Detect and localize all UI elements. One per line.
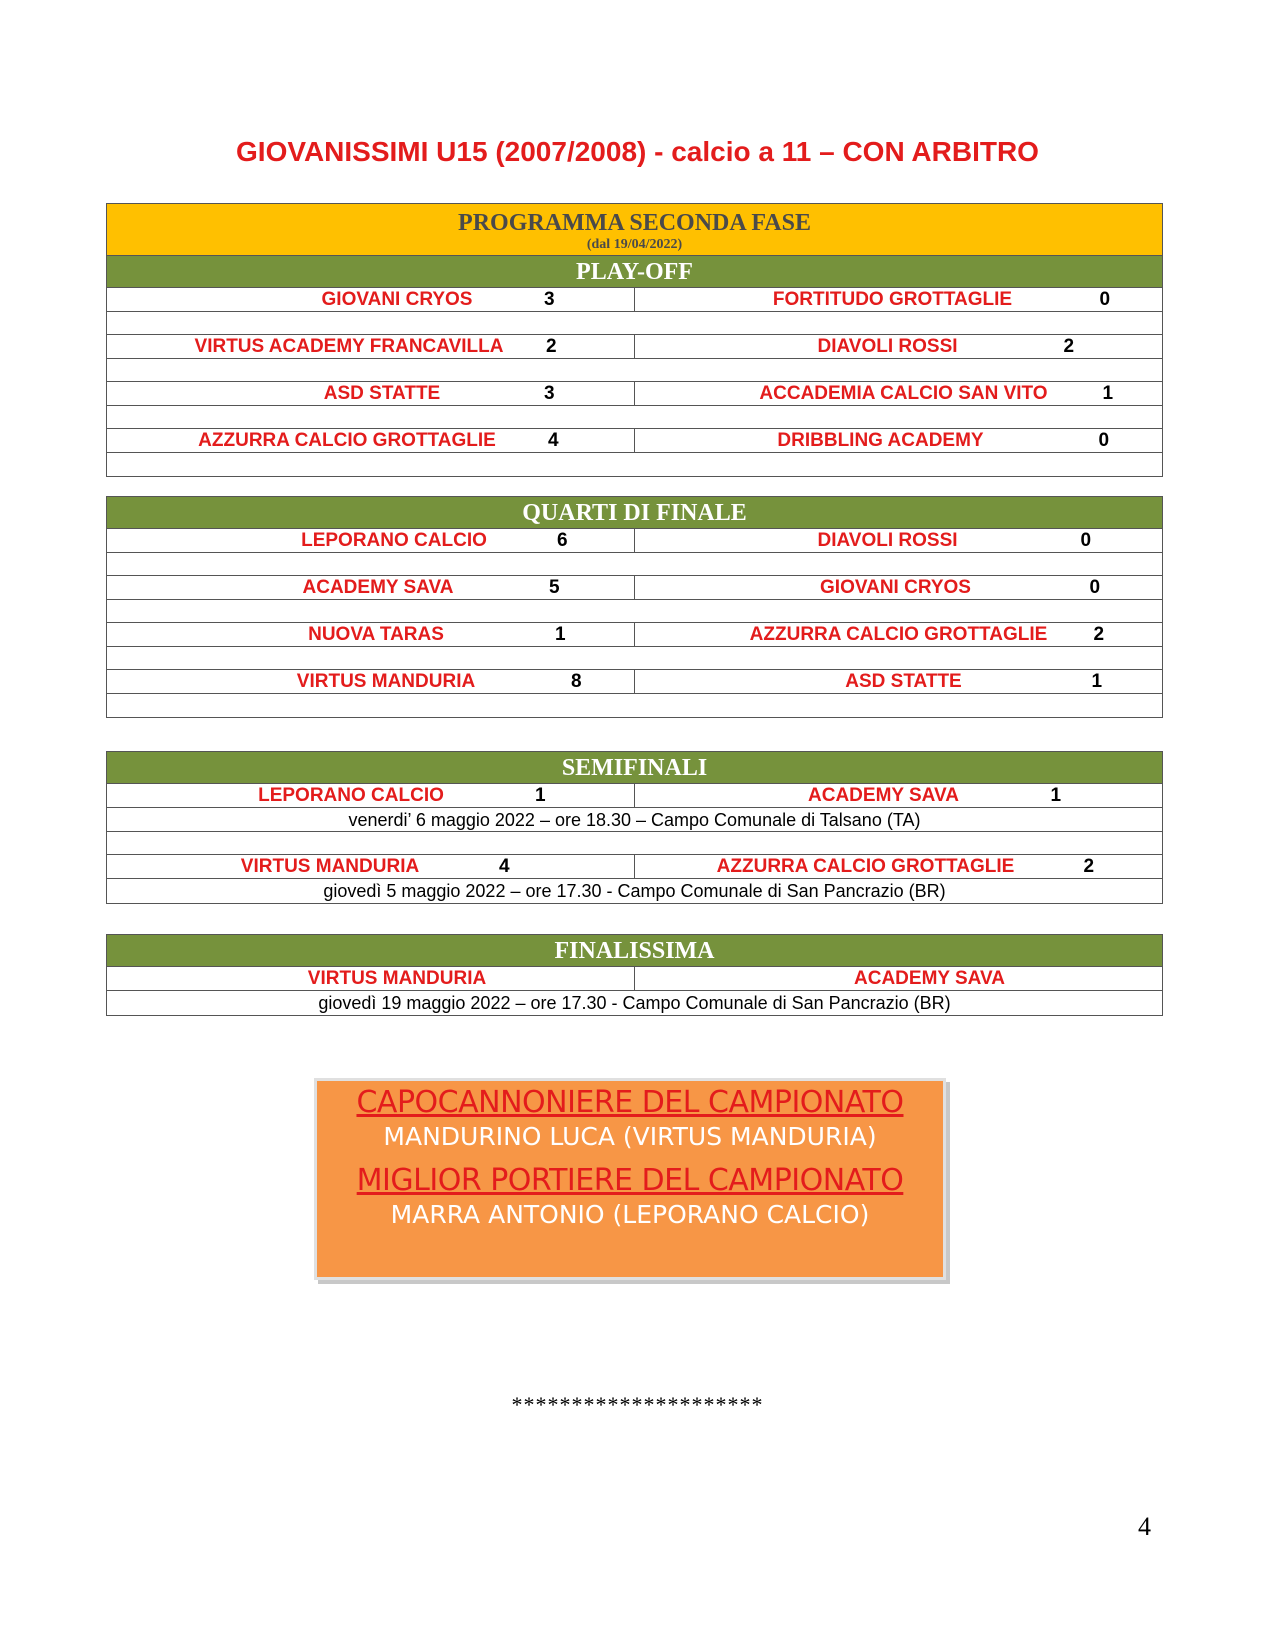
home-team: NUOVA TARAS — [308, 624, 444, 645]
spacer-row — [107, 312, 1162, 335]
home-team: LEPORANO CALCIO — [301, 530, 487, 551]
home-team: GIOVANI CRYOS — [321, 289, 473, 310]
home-score: 1 — [535, 785, 546, 806]
match-info-row — [107, 879, 1162, 903]
match-row — [107, 967, 1162, 991]
match-info: giovedì 5 maggio 2022 – ore 17.30 - Campo Comunale di San Pancrazio (BR) — [323, 881, 946, 901]
away-score: 2 — [1093, 624, 1105, 645]
program-date-note: (dal 19/04/2022) — [586, 237, 683, 252]
home-team: ACADEMY SAVA — [302, 577, 454, 598]
home-score: 2 — [546, 336, 557, 357]
away-team: ACCADEMIA CALCIO SAN VITO — [759, 383, 1048, 404]
match-row — [107, 335, 1162, 359]
best-keeper-title: MIGLIOR PORTIERE DEL CAMPIONATO — [356, 1163, 904, 1198]
spacer-row — [107, 694, 1162, 717]
match-info-row — [107, 991, 1162, 1015]
home-score: 3 — [544, 383, 555, 404]
away-score: 2 — [1063, 336, 1075, 357]
match-row — [107, 670, 1162, 694]
match-row — [107, 382, 1162, 406]
semis-table — [106, 751, 1163, 904]
home-team: VIRTUS MANDURIA — [240, 856, 420, 877]
away-team: AZZURRA CALCIO GROTTAGLIE — [716, 856, 1015, 877]
away-team: DIAVOLI ROSSI — [817, 336, 958, 357]
program-heading: PROGRAMMA SECONDA FASE — [458, 210, 811, 236]
match-row — [107, 623, 1162, 647]
home-team: VIRTUS MANDURIA — [296, 671, 476, 692]
match-row — [107, 429, 1162, 453]
away-score: 0 — [1099, 289, 1111, 310]
spacer-row — [107, 453, 1162, 476]
home-score: 5 — [549, 577, 560, 598]
away-team: GIOVANI CRYOS — [820, 577, 971, 598]
away-score: 0 — [1080, 530, 1092, 551]
top-scorer-title: CAPOCANNONIERE DEL CAMPIONATO — [356, 1085, 904, 1120]
spacer-row — [107, 600, 1162, 623]
quarters-table — [106, 496, 1163, 718]
away-team: ACADEMY SAVA — [854, 968, 1005, 989]
semis-heading: SEMIFINALI — [107, 752, 1162, 784]
playoff-table — [106, 203, 1163, 477]
away-team: ACADEMY SAVA — [808, 785, 959, 806]
spacer-row — [107, 359, 1162, 382]
home-team: LEPORANO CALCIO — [258, 785, 444, 806]
home-score: 4 — [548, 430, 559, 451]
spacer-row — [107, 647, 1162, 670]
final-table — [106, 934, 1163, 1016]
match-row — [107, 784, 1162, 808]
away-score: 1 — [1102, 383, 1114, 404]
match-info: giovedì 19 maggio 2022 – ore 17.30 - Campo Comunale di San Pancrazio (BR) — [318, 993, 951, 1013]
home-score: 1 — [555, 624, 566, 645]
away-score: 1 — [1091, 671, 1103, 692]
away-team: ASD STATTE — [845, 671, 962, 692]
match-row — [107, 855, 1162, 879]
home-team: VIRTUS ACADEMY FRANCAVILLA — [194, 336, 504, 357]
match-row — [107, 576, 1162, 600]
final-heading: FINALISSIMA — [107, 935, 1162, 967]
spacer-row — [107, 406, 1162, 429]
match-row — [107, 529, 1162, 553]
spacer-row — [107, 553, 1162, 576]
page-title: GIOVANISSIMI U15 (2007/2008) - calcio a 11 – CON ARBITRO — [236, 136, 1039, 167]
program-header — [107, 204, 1162, 256]
awards-box — [314, 1078, 946, 1280]
playoff-heading: PLAY-OFF — [107, 256, 1162, 288]
away-team: DIAVOLI ROSSI — [817, 530, 958, 551]
away-score: 0 — [1089, 577, 1101, 598]
away-team: FORTITUDO GROTTAGLIE — [772, 289, 1013, 310]
away-score: 0 — [1098, 430, 1110, 451]
spacer-row — [107, 832, 1162, 855]
away-team: AZZURRA CALCIO GROTTAGLIE — [749, 624, 1048, 645]
quarters-heading: QUARTI DI FINALE — [107, 497, 1162, 529]
match-info: venerdi’ 6 maggio 2022 – ore 18.30 – Campo Comunale di Talsano (TA) — [348, 810, 921, 830]
match-row — [107, 288, 1162, 312]
home-team: ASD STATTE — [323, 383, 441, 404]
separator: ********************* — [511, 1392, 764, 1417]
away-score: 1 — [1050, 785, 1062, 806]
home-score: 8 — [571, 671, 582, 692]
away-team: DRIBBLING ACADEMY — [777, 430, 984, 451]
home-score: 3 — [544, 289, 555, 310]
home-score: 4 — [499, 856, 510, 877]
match-info-row — [107, 808, 1162, 832]
top-scorer-name: MANDURINO LUCA (VIRTUS MANDURIA) — [383, 1122, 877, 1151]
home-team: AZZURRA CALCIO GROTTAGLIE — [198, 430, 496, 451]
home-score: 6 — [557, 530, 568, 551]
page-number: 4 — [1138, 1512, 1151, 1541]
best-keeper-name: MARRA ANTONIO (LEPORANO CALCIO) — [390, 1200, 870, 1229]
home-team: VIRTUS MANDURIA — [307, 968, 487, 989]
away-score: 2 — [1083, 856, 1095, 877]
